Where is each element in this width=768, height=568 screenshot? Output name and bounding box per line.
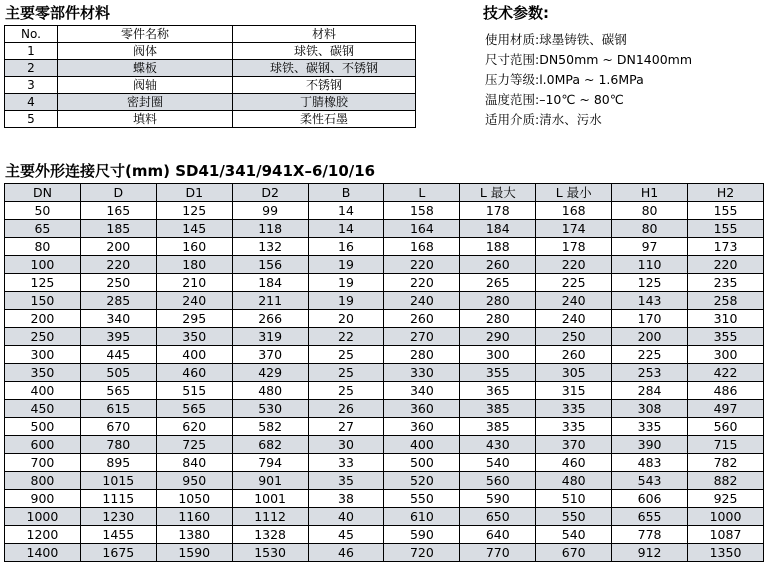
dimensions-table <box>4 183 764 562</box>
dimensions-cell: 188 <box>460 238 536 256</box>
table-row <box>5 490 764 508</box>
parts-cell: 2 <box>5 60 58 77</box>
dimensions-cell: 778 <box>612 526 688 544</box>
dimensions-cell: 80 <box>5 238 81 256</box>
dimensions-cell: 30 <box>308 436 384 454</box>
dimensions-cell: 184 <box>232 274 308 292</box>
dimensions-cell: 178 <box>460 202 536 220</box>
dimensions-cell: 220 <box>536 256 612 274</box>
parts-cell: 丁腈橡胶 <box>233 94 416 111</box>
dimensions-cell: 158 <box>384 202 460 220</box>
dimensions-cell: 360 <box>384 418 460 436</box>
dimensions-cell: 565 <box>156 400 232 418</box>
dimensions-cell: 20 <box>308 310 384 328</box>
spec-list <box>485 30 692 130</box>
dimensions-header-cell: H1 <box>612 184 688 202</box>
dimensions-cell: 565 <box>80 382 156 400</box>
dimensions-cell: 1050 <box>156 490 232 508</box>
dimensions-cell: 46 <box>308 544 384 562</box>
dimensions-cell: 155 <box>688 220 764 238</box>
dimensions-cell: 19 <box>308 256 384 274</box>
dimensions-cell: 1160 <box>156 508 232 526</box>
dimensions-cell: 670 <box>80 418 156 436</box>
dimensions-cell: 180 <box>156 256 232 274</box>
dimensions-cell: 160 <box>156 238 232 256</box>
dimensions-cell: 25 <box>308 364 384 382</box>
dimensions-cell: 178 <box>536 238 612 256</box>
dimensions-cell: 582 <box>232 418 308 436</box>
dimensions-cell: 40 <box>308 508 384 526</box>
table-row <box>5 274 764 292</box>
dimensions-cell: 335 <box>536 400 612 418</box>
dimensions-cell: 308 <box>612 400 688 418</box>
dimensions-cell: 590 <box>460 490 536 508</box>
dimensions-cell: 50 <box>5 202 81 220</box>
dimensions-cell: 1200 <box>5 526 81 544</box>
dimensions-cell: 422 <box>688 364 764 382</box>
dimensions-cell: 330 <box>384 364 460 382</box>
dimensions-cell: 225 <box>536 274 612 292</box>
dimensions-cell: 430 <box>460 436 536 454</box>
dimensions-cell: 270 <box>384 328 460 346</box>
parts-header-cell: No. <box>5 26 58 43</box>
table-row <box>5 94 416 111</box>
dimensions-cell: 14 <box>308 202 384 220</box>
table-row <box>5 256 764 274</box>
dimensions-cell: 720 <box>384 544 460 562</box>
dimensions-cell: 550 <box>536 508 612 526</box>
dimensions-cell: 1001 <box>232 490 308 508</box>
dimensions-header-cell: L 最小 <box>536 184 612 202</box>
dimensions-cell: 220 <box>384 274 460 292</box>
spec-item: 压力等级:l.0MPa ~ 1.6MPa <box>485 72 644 87</box>
dimensions-cell: 156 <box>232 256 308 274</box>
dimensions-cell: 560 <box>688 418 764 436</box>
dimensions-cell: 240 <box>536 310 612 328</box>
dimensions-cell: 210 <box>156 274 232 292</box>
dimensions-cell: 14 <box>308 220 384 238</box>
dimensions-header-cell: H2 <box>688 184 764 202</box>
dimensions-cell: 164 <box>384 220 460 238</box>
dimensions-cell: 655 <box>612 508 688 526</box>
parts-material-table <box>4 25 416 128</box>
dimensions-cell: 340 <box>384 382 460 400</box>
table-row <box>5 364 764 382</box>
dimensions-cell: 355 <box>460 364 536 382</box>
dimensions-cell: 385 <box>460 400 536 418</box>
dimensions-cell: 540 <box>536 526 612 544</box>
spec-item: 温度范围:–10℃ ~ 80℃ <box>485 92 624 107</box>
parts-cell: 填料 <box>58 111 233 128</box>
dimensions-cell: 280 <box>460 292 536 310</box>
table-row <box>5 508 764 526</box>
dimensions-cell: 460 <box>536 454 612 472</box>
table-row <box>5 60 416 77</box>
dimensions-cell: 1230 <box>80 508 156 526</box>
dimensions-cell: 240 <box>384 292 460 310</box>
spec-item: 适用介质:清水、污水 <box>485 112 602 127</box>
dimensions-cell: 1380 <box>156 526 232 544</box>
dimensions-cell: 250 <box>536 328 612 346</box>
dimensions-cell: 350 <box>5 364 81 382</box>
dimensions-cell: 782 <box>688 454 764 472</box>
parts-header-cell: 零件名称 <box>58 26 233 43</box>
dimensions-cell: 266 <box>232 310 308 328</box>
dimensions-cell: 340 <box>80 310 156 328</box>
dimensions-cell: 220 <box>80 256 156 274</box>
dimensions-cell: 200 <box>80 238 156 256</box>
dimensions-cell: 335 <box>536 418 612 436</box>
dimensions-cell: 220 <box>384 256 460 274</box>
dimensions-cell: 260 <box>536 346 612 364</box>
dimensions-cell: 184 <box>460 220 536 238</box>
dimensions-cell: 305 <box>536 364 612 382</box>
dimensions-cell: 400 <box>384 436 460 454</box>
parts-cell: 5 <box>5 111 58 128</box>
dimensions-cell: 385 <box>460 418 536 436</box>
table-row <box>5 43 416 60</box>
dimensions-cell: 450 <box>5 400 81 418</box>
dimensions-cell: 173 <box>688 238 764 256</box>
spec-item: 使用材质:球墨铸铁、碳钢 <box>485 32 627 47</box>
dimensions-cell: 770 <box>460 544 536 562</box>
dimensions-cell: 155 <box>688 202 764 220</box>
dimensions-cell: 143 <box>612 292 688 310</box>
dimensions-cell: 168 <box>384 238 460 256</box>
dimensions-cell: 1328 <box>232 526 308 544</box>
parts-title: 主要零部件材料 <box>5 4 111 22</box>
dimensions-cell: 540 <box>460 454 536 472</box>
dimensions-cell: 1087 <box>688 526 764 544</box>
dimensions-cell: 125 <box>5 274 81 292</box>
dimensions-cell: 200 <box>612 328 688 346</box>
table-row <box>5 382 764 400</box>
dimensions-cell: 650 <box>460 508 536 526</box>
parts-cell: 球铁、碳钢、不锈钢 <box>233 60 416 77</box>
dimensions-cell: 370 <box>536 436 612 454</box>
dimensions-header-cell: B <box>308 184 384 202</box>
dimensions-cell: 600 <box>5 436 81 454</box>
dimensions-cell: 429 <box>232 364 308 382</box>
dimensions-cell: 483 <box>612 454 688 472</box>
dimensions-cell: 780 <box>80 436 156 454</box>
dimensions-cell: 235 <box>688 274 764 292</box>
dimensions-cell: 1015 <box>80 472 156 490</box>
specs-title: 技术参数: <box>483 4 549 22</box>
dimensions-cell: 901 <box>232 472 308 490</box>
table-row <box>5 220 764 238</box>
dimensions-cell: 1455 <box>80 526 156 544</box>
dimensions-cell: 895 <box>80 454 156 472</box>
table-row <box>5 454 764 472</box>
dimensions-cell: 110 <box>612 256 688 274</box>
dimensions-cell: 33 <box>308 454 384 472</box>
dimensions-cell: 295 <box>156 310 232 328</box>
dimensions-cell: 925 <box>688 490 764 508</box>
dimensions-cell: 365 <box>460 382 536 400</box>
dimensions-cell: 220 <box>688 256 764 274</box>
dimensions-cell: 700 <box>5 454 81 472</box>
parts-cell: 阀轴 <box>58 77 233 94</box>
dimensions-cell: 125 <box>156 202 232 220</box>
dimensions-cell: 38 <box>308 490 384 508</box>
dimensions-cell: 258 <box>688 292 764 310</box>
dimensions-cell: 640 <box>460 526 536 544</box>
dimensions-cell: 335 <box>612 418 688 436</box>
dimensions-cell: 99 <box>232 202 308 220</box>
dimensions-cell: 150 <box>5 292 81 310</box>
dimensions-cell: 725 <box>156 436 232 454</box>
table-row <box>5 310 764 328</box>
dimensions-header-cell: L <box>384 184 460 202</box>
dimensions-cell: 19 <box>308 292 384 310</box>
dimensions-cell: 315 <box>536 382 612 400</box>
parts-cell: 密封圈 <box>58 94 233 111</box>
dimensions-cell: 794 <box>232 454 308 472</box>
dimensions-cell: 1400 <box>5 544 81 562</box>
dimensions-cell: 1350 <box>688 544 764 562</box>
parts-cell: 阀体 <box>58 43 233 60</box>
dimensions-cell: 240 <box>156 292 232 310</box>
dimensions-cell: 97 <box>612 238 688 256</box>
table-row <box>5 111 416 128</box>
dimensions-cell: 590 <box>384 526 460 544</box>
dimensions-cell: 280 <box>460 310 536 328</box>
dimensions-cell: 319 <box>232 328 308 346</box>
dimensions-cell: 22 <box>308 328 384 346</box>
dimensions-cell: 510 <box>536 490 612 508</box>
dimensions-cell: 500 <box>5 418 81 436</box>
dimensions-cell: 200 <box>5 310 81 328</box>
dimensions-cell: 310 <box>688 310 764 328</box>
dimensions-cell: 543 <box>612 472 688 490</box>
dimensions-header-cell: L 最大 <box>460 184 536 202</box>
dimensions-cell: 950 <box>156 472 232 490</box>
table-row <box>5 418 764 436</box>
table-row <box>5 328 764 346</box>
dimensions-cell: 390 <box>612 436 688 454</box>
dimensions-cell: 1115 <box>80 490 156 508</box>
dimensions-cell: 606 <box>612 490 688 508</box>
dimensions-cell: 265 <box>460 274 536 292</box>
spec-item: 尺寸范围:DN50mm ~ DN1400mm <box>485 52 693 67</box>
dimensions-cell: 615 <box>80 400 156 418</box>
table-row <box>5 202 764 220</box>
dimensions-cell: 125 <box>612 274 688 292</box>
dimensions-cell: 80 <box>612 220 688 238</box>
dimensions-cell: 300 <box>460 346 536 364</box>
dimensions-header-cell: DN <box>5 184 81 202</box>
dimensions-cell: 460 <box>156 364 232 382</box>
dimensions-cell: 132 <box>232 238 308 256</box>
dimensions-title: 主要外形连接尺寸(mm) SD41/341/941X–6/10/16 <box>5 162 376 180</box>
dimensions-cell: 1000 <box>688 508 764 526</box>
dimensions-cell: 100 <box>5 256 81 274</box>
dimensions-cell: 610 <box>384 508 460 526</box>
dimensions-cell: 27 <box>308 418 384 436</box>
dimensions-cell: 185 <box>80 220 156 238</box>
dimensions-cell: 26 <box>308 400 384 418</box>
dimensions-cell: 168 <box>536 202 612 220</box>
dimensions-cell: 370 <box>232 346 308 364</box>
dimensions-cell: 480 <box>536 472 612 490</box>
table-row <box>5 526 764 544</box>
dimensions-cell: 350 <box>156 328 232 346</box>
dimensions-cell: 284 <box>612 382 688 400</box>
dimensions-cell: 35 <box>308 472 384 490</box>
dimensions-cell: 670 <box>536 544 612 562</box>
dimensions-cell: 16 <box>308 238 384 256</box>
table-row <box>5 472 764 490</box>
dimensions-cell: 260 <box>384 310 460 328</box>
dimensions-cell: 25 <box>308 382 384 400</box>
table-row <box>5 436 764 454</box>
dimensions-cell: 80 <box>612 202 688 220</box>
dimensions-cell: 912 <box>612 544 688 562</box>
dimensions-cell: 65 <box>5 220 81 238</box>
dimensions-cell: 280 <box>384 346 460 364</box>
dimensions-cell: 1675 <box>80 544 156 562</box>
dimensions-cell: 620 <box>156 418 232 436</box>
table-row <box>5 292 764 310</box>
dimensions-cell: 900 <box>5 490 81 508</box>
dimensions-cell: 530 <box>232 400 308 418</box>
dimensions-cell: 240 <box>536 292 612 310</box>
dimensions-cell: 165 <box>80 202 156 220</box>
dimensions-header-cell: D <box>80 184 156 202</box>
dimensions-cell: 1112 <box>232 508 308 526</box>
parts-cell: 4 <box>5 94 58 111</box>
dimensions-cell: 170 <box>612 310 688 328</box>
parts-cell: 1 <box>5 43 58 60</box>
dimensions-cell: 19 <box>308 274 384 292</box>
dimensions-cell: 253 <box>612 364 688 382</box>
dimensions-cell: 445 <box>80 346 156 364</box>
dimensions-header-cell: D2 <box>232 184 308 202</box>
dimensions-cell: 682 <box>232 436 308 454</box>
dimensions-cell: 882 <box>688 472 764 490</box>
dimensions-cell: 25 <box>308 346 384 364</box>
dimensions-header-cell: D1 <box>156 184 232 202</box>
dimensions-cell: 290 <box>460 328 536 346</box>
dimensions-cell: 395 <box>80 328 156 346</box>
dimensions-cell: 550 <box>384 490 460 508</box>
dimensions-cell: 560 <box>460 472 536 490</box>
dimensions-cell: 520 <box>384 472 460 490</box>
dimensions-cell: 400 <box>5 382 81 400</box>
parts-header-cell: 材料 <box>233 26 416 43</box>
dimensions-cell: 285 <box>80 292 156 310</box>
dimensions-cell: 715 <box>688 436 764 454</box>
table-row <box>5 238 764 256</box>
dimensions-cell: 300 <box>688 346 764 364</box>
table-row <box>5 77 416 94</box>
parts-cell: 球铁、碳钢 <box>233 43 416 60</box>
parts-cell: 柔性石墨 <box>233 111 416 128</box>
dimensions-cell: 360 <box>384 400 460 418</box>
dimensions-cell: 225 <box>612 346 688 364</box>
parts-cell: 不锈钢 <box>233 77 416 94</box>
dimensions-cell: 1530 <box>232 544 308 562</box>
dimensions-cell: 45 <box>308 526 384 544</box>
dimensions-cell: 145 <box>156 220 232 238</box>
dimensions-cell: 480 <box>232 382 308 400</box>
dimensions-cell: 497 <box>688 400 764 418</box>
dimensions-cell: 800 <box>5 472 81 490</box>
dimensions-cell: 840 <box>156 454 232 472</box>
dimensions-cell: 174 <box>536 220 612 238</box>
dimensions-cell: 1000 <box>5 508 81 526</box>
dimensions-cell: 211 <box>232 292 308 310</box>
table-row <box>5 544 764 562</box>
dimensions-cell: 355 <box>688 328 764 346</box>
dimensions-cell: 118 <box>232 220 308 238</box>
parts-cell: 蝶板 <box>58 60 233 77</box>
dimensions-cell: 260 <box>460 256 536 274</box>
dimensions-cell: 505 <box>80 364 156 382</box>
table-row <box>5 400 764 418</box>
dimensions-cell: 250 <box>80 274 156 292</box>
dimensions-cell: 486 <box>688 382 764 400</box>
dimensions-cell: 300 <box>5 346 81 364</box>
dimensions-cell: 500 <box>384 454 460 472</box>
table-row <box>5 346 764 364</box>
dimensions-cell: 250 <box>5 328 81 346</box>
dimensions-cell: 400 <box>156 346 232 364</box>
dimensions-cell: 515 <box>156 382 232 400</box>
parts-cell: 3 <box>5 77 58 94</box>
dimensions-cell: 1590 <box>156 544 232 562</box>
